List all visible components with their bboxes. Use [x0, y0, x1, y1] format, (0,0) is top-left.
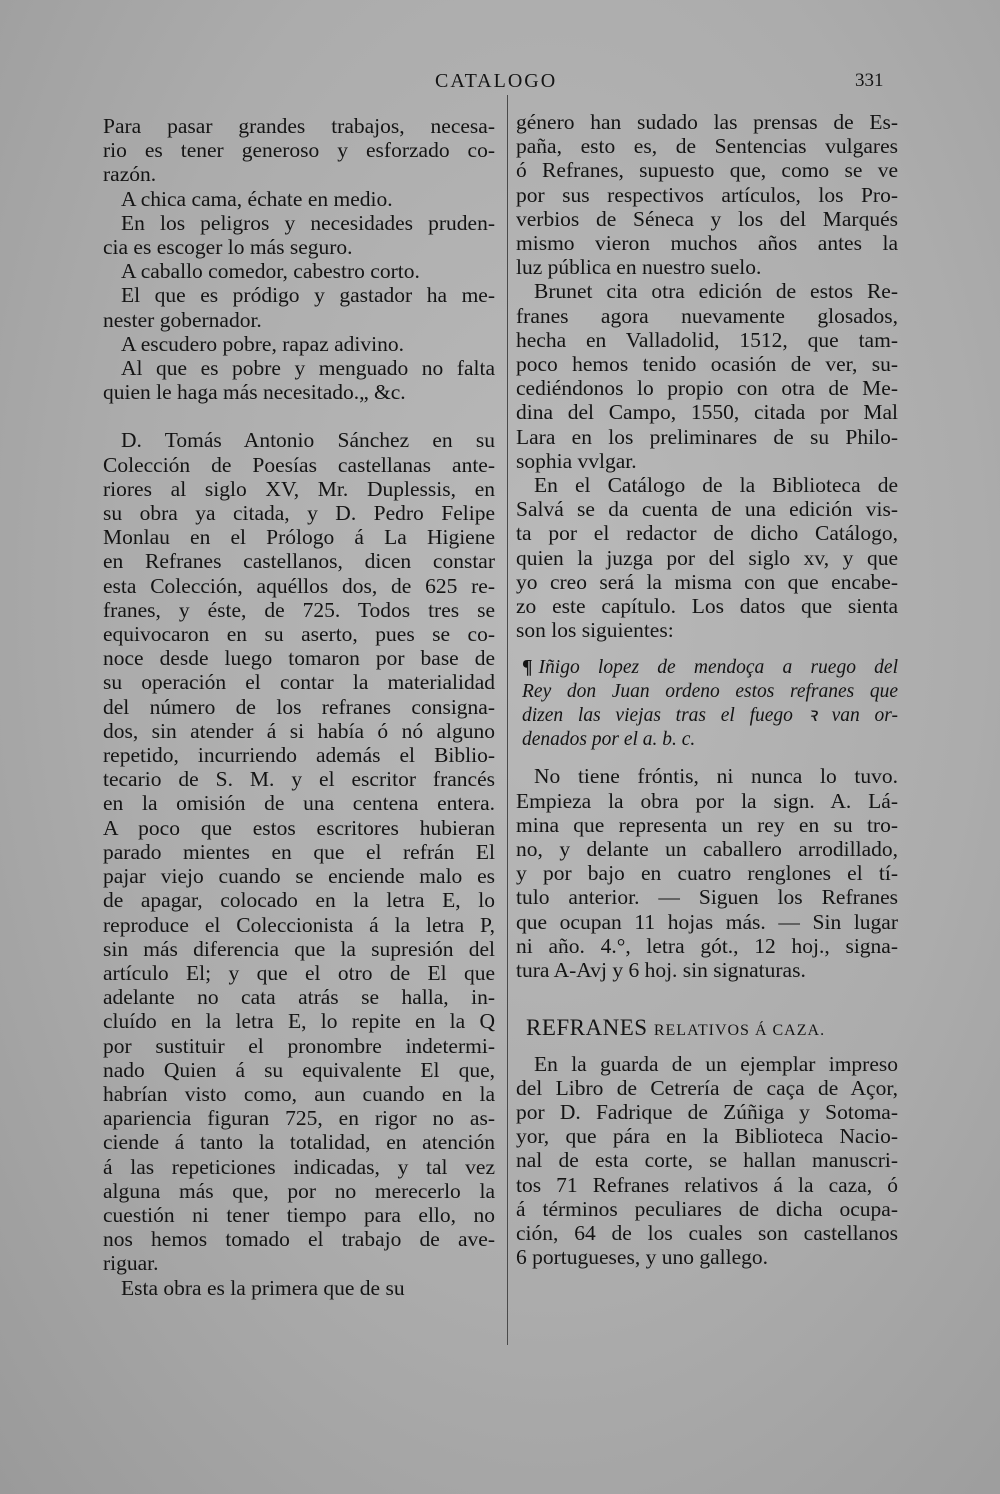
paragraph-line: cluído en la letra E, lo repite en la Q: [103, 1009, 495, 1034]
proverb: [103, 259, 495, 283]
paragraph-line: riguar.: [103, 1251, 159, 1276]
proverb: [103, 332, 495, 356]
paragraph-line: sophia vvlgar.: [516, 448, 637, 473]
citation-line: Rey don Juan ordeno estos refranes que: [522, 681, 898, 703]
proverb-line: rio es tener generoso y esforzado co-: [103, 138, 495, 163]
paragraph-line: tecario de S. M. y el escritor francés: [103, 767, 495, 792]
paragraph-line: dos, sin atender á si había ó nó alguno: [103, 718, 495, 743]
proverb-line: Para pasar grandes trabajos, necesa-: [103, 114, 495, 138]
paragraph-cetreria: [516, 1052, 898, 1270]
paragraph-line: habrían visto como, aun cuando en la: [103, 1081, 495, 1106]
column-rule: [507, 95, 508, 1345]
proverb-line: En los peligros y necesidades pruden-: [121, 210, 495, 235]
citation-line: denados por el a. b. c.: [522, 729, 696, 751]
paragraph-line: tura A-Avj y 6 hoj. sin signaturas.: [516, 958, 806, 983]
proverb-line: Al que es pobre y menguado no falta: [121, 356, 495, 381]
paragraph-line: apariencia figuran 725, en rigor no as-: [103, 1106, 495, 1131]
proverb-line: A escudero pobre, rapaz adivino.: [121, 331, 404, 356]
proverb-line: razón.: [103, 162, 157, 187]
paragraph-line: paña, esto es, de Sentencias vulgares: [516, 134, 898, 159]
paragraph-brunet: [516, 279, 898, 473]
paragraph-line: En la guarda de un ejemplar impreso: [534, 1051, 898, 1076]
paragraph-line: tulo anterior. — Siguen los Refranes: [516, 885, 898, 910]
proverb-list: [103, 114, 495, 404]
bibliographic-citation: [516, 656, 898, 752]
running-title: CATALOGO: [435, 70, 558, 92]
paragraph-line: Colección de Poesías castellanas ante-: [103, 452, 495, 477]
right-column: [516, 110, 898, 1269]
paragraph-line: que ocupan 11 hojas más. — Sin lugar: [516, 909, 898, 934]
paragraph-line: franes, y éste, de 725. Todos tres se: [103, 597, 495, 622]
left-column: [103, 114, 495, 1300]
paragraph-line: equivocaron en su aserto, pues se co-: [103, 622, 495, 647]
paragraph-line: su obra ya citada, y D. Pedro Felipe: [103, 501, 495, 526]
proverb: [103, 283, 495, 331]
paragraph-line: mina que representa un rey en su tro-: [516, 812, 898, 837]
paragraph-line: Monlau en el Prólogo á La Higiene: [103, 525, 495, 550]
paragraph-line: ciende á tanto la totalidad, en atención: [103, 1130, 495, 1155]
tomas-sanchez-paragraph: [103, 428, 495, 1275]
paragraph-line: género han sudado las prensas de Es-: [516, 110, 898, 134]
paragraph-line: Empieza la obra por la sign. A. Lá-: [516, 788, 898, 813]
paragraph-line: Salvá se da cuenta de una edición vis-: [516, 497, 898, 522]
paragraph-line: reproduce el Coleccionista á la letra P,: [103, 912, 495, 937]
paragraph-gap: [103, 404, 495, 428]
proverb-line: A caballo comedor, cabestro corto.: [121, 259, 420, 284]
paragraph-line: cuestión ni tener tiempo para ello, no: [103, 1202, 495, 1227]
citation-line: dizen las viejas tras el fuego ꝛ van or-: [522, 705, 898, 727]
paragraph-line: adelante no cata atrás se halla, in-: [103, 985, 495, 1010]
page-number: 331: [855, 70, 884, 91]
paragraph-line: por D. Fadrique de Zúñiga y Sotoma-: [516, 1099, 898, 1124]
proverb-line: nester gobernador.: [103, 307, 262, 332]
paragraph-line: ta por el redactor de dicho Catálogo,: [516, 521, 898, 546]
paragraph-line: dina del Campo, 1550, citada por Mal: [516, 400, 898, 425]
paragraph-line: En el Catálogo de la Biblioteca de: [534, 473, 898, 498]
paragraph-line: ni año. 4.°, letra gót., 12 hoj., signa-: [516, 933, 898, 958]
paragraph-line: tos 71 Refranes relativos á la caza, ó: [516, 1172, 898, 1197]
paragraph-line: alguna más que, por no merecerlo la: [103, 1178, 495, 1203]
paragraph-line: por sus respectivos artículos, los Pro-: [516, 182, 898, 207]
paragraph-line: en la omisión de una centena entera.: [103, 791, 495, 816]
paragraph-line: artículo El; y que el otro de El que: [103, 960, 495, 985]
citation-line: [522, 656, 898, 680]
pilcrow-mark: ¶: [522, 657, 533, 679]
paragraph-line: son los siguientes:: [516, 618, 674, 643]
paragraph-line: 6 portugueses, y uno gallego.: [516, 1245, 768, 1270]
paragraph-line: No tiene fróntis, ni nunca lo tuvo.: [534, 764, 898, 789]
section-heading: [526, 1016, 898, 1043]
left-last-line: Esta obra es la primera que de su: [121, 1275, 405, 1300]
paragraph-catalogo-salva: [516, 473, 898, 642]
paragraph-line: sin más diferencia que la supresión del: [103, 936, 495, 961]
proverb: [103, 356, 495, 404]
proverb-line: A chica cama, échate en medio.: [121, 186, 393, 211]
proverb-line: cia es escoger lo más seguro.: [103, 235, 353, 260]
paragraph-line: por sustituir el pronombre indetermi-: [103, 1033, 495, 1058]
paragraph-line: luz pública en nuestro suelo.: [516, 255, 762, 280]
paragraph-line: ción, 64 de los cuales son castellanos: [516, 1220, 898, 1245]
paragraph-line: á términos peculiares de dicha ocupa-: [516, 1196, 898, 1221]
paragraph-line: en Refranes castellanos, dicen constar: [103, 549, 495, 574]
paragraph-line: franes agora nuevamente glosados,: [516, 303, 898, 328]
proverb: [103, 211, 495, 259]
paragraph-line: de apagar, colocado en la letra E, lo: [103, 888, 495, 913]
paragraph-line: esta Colección, aquéllos dos, de 625 re-: [103, 573, 495, 598]
paragraph-line: su operación el contar la materialidad: [103, 670, 495, 695]
paragraph-line: zo este capítulo. Los datos que sienta: [516, 594, 898, 619]
paragraph-line: Brunet cita otra edición de estos Re-: [534, 279, 898, 304]
paragraph-line: y por bajo en cuatro renglones el tí-: [516, 861, 898, 886]
paragraph-genero: [516, 110, 898, 279]
proverb: [103, 114, 495, 187]
paragraph-line: hecha en Valladolid, 1512, que tam-: [516, 327, 898, 352]
paragraph-line: mismo vieron muchos años antes la: [516, 231, 898, 256]
paragraph-line: A poco que estos escritores hubieran: [103, 815, 495, 840]
proverb-line: quien le haga más necesitado.„ &c.: [103, 380, 406, 405]
paragraph-line: del Libro de Cetrería de caça de Açor,: [516, 1075, 898, 1100]
paragraph-line: cediéndonos lo propio con otra de Me-: [516, 376, 898, 401]
paragraph-line: pajar viejo cuando se enciende malo es: [103, 864, 495, 889]
paragraph-line: á las repeticiones indicadas, y tal vez: [103, 1154, 495, 1179]
citation-text: Iñigo lopez de mendoça a ruego del: [538, 657, 898, 679]
paragraph-description: [516, 764, 898, 982]
proverb-line: El que es pródigo y gastador ha me-: [121, 283, 495, 308]
proverb: [103, 187, 495, 211]
section-heading-main: REFRANES: [526, 1015, 648, 1041]
running-head: [0, 70, 1000, 100]
paragraph-line: verbios de Séneca y los del Marqués: [516, 206, 898, 231]
paragraph-line: poco hemos tenido ocasión de ver, su-: [516, 352, 898, 377]
paragraph-line: quien la juzga por del siglo xv, y que: [516, 545, 898, 570]
paragraph-line: yor, que pára en la Biblioteca Nacio-: [516, 1124, 898, 1149]
paragraph-line: nado Quien á su equivalente El que,: [103, 1057, 495, 1082]
paragraph-line: nal de esta corte, se hallan manuscri-: [516, 1148, 898, 1173]
paragraph-line: ó Refranes, supuesto que, como se ve: [516, 158, 898, 183]
paragraph-line: riores al siglo XV, Mr. Duplessis, en: [103, 476, 495, 501]
paragraph-line: D. Tomás Antonio Sánchez en su: [121, 428, 495, 453]
paragraph-line: Lara en los preliminares de su Philo-: [516, 424, 898, 449]
paragraph-line: repetido, incurriendo además el Biblio-: [103, 743, 495, 768]
section-heading-rest: RELATIVOS Á CAZA.: [653, 1022, 826, 1040]
paragraph-line: no, y delante un caballero arrodillado,: [516, 837, 898, 862]
paragraph-line: noce desde luego tomaron por base de: [103, 646, 495, 671]
paragraph-line: yo creo será la misma con que encabe-: [516, 569, 898, 594]
paragraph-line: parado mientes en que el refrán El: [103, 839, 495, 864]
paragraph-line: del número de los refranes consigna-: [103, 694, 495, 719]
paragraph-line: nos hemos tomado el trabajo de ave-: [103, 1227, 495, 1252]
